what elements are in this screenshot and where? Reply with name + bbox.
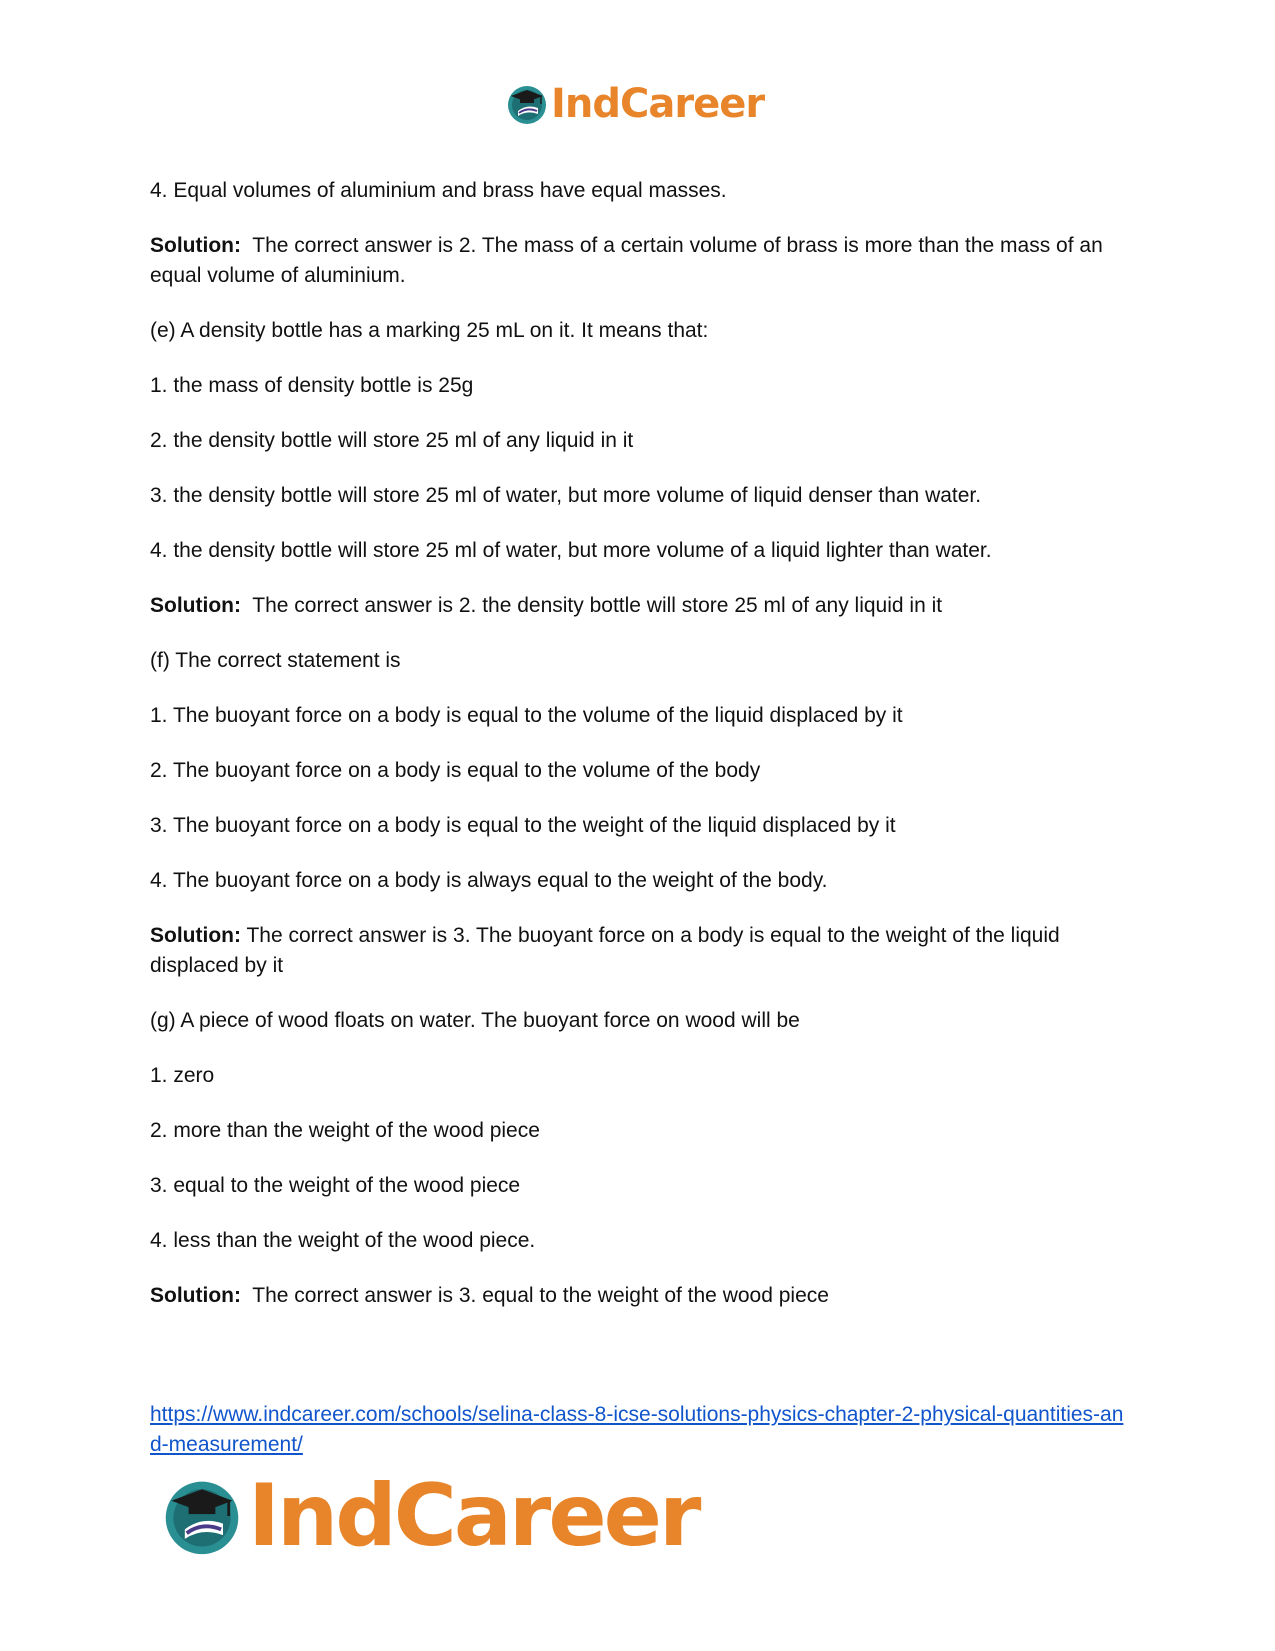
question-g-option-3: 3. equal to the weight of the wood piece [150, 1174, 521, 1197]
question-g-option-1: 1. zero [150, 1064, 215, 1087]
footer-logo [160, 1466, 699, 1566]
question-f-option-1: 1. The buoyant force on a body is equal to the volume of the liquid displaced by it [150, 704, 903, 727]
solution-label: Solution: [150, 594, 241, 617]
solution-f [150, 921, 1130, 981]
solution-label: Solution: [150, 924, 241, 947]
question-e-option-3: 3. the density bottle will store 25 ml of water, but more volume of liquid denser than water. [150, 484, 982, 507]
question-e-option-1: 1. the mass of density bottle is 25g [150, 374, 474, 397]
solution-label: Solution: [150, 1284, 241, 1307]
solution-d [150, 231, 1130, 291]
question-f-option-2: 2. The buoyant force on a body is equal to the volume of the body [150, 759, 761, 782]
question-d-option-4: 4. Equal volumes of aluminium and brass have equal masses. [150, 179, 727, 202]
footer-logo-text: IndCareer [248, 1466, 699, 1566]
solution-text: The correct answer is 2. the density bottle will store 25 ml of any liquid in it [252, 594, 943, 617]
header-logo-text: IndCareer [551, 81, 765, 127]
question-f-option-3: 3. The buoyant force on a body is equal to the weight of the liquid displaced by it [150, 814, 896, 837]
graduation-cap-icon [505, 82, 549, 126]
question-g-option-2: 2. more than the weight of the wood piece [150, 1119, 540, 1142]
question-e: (e) A density bottle has a marking 25 mL on it. It means that: [150, 319, 709, 342]
solution-text: The correct answer is 2. The mass of a certain volume of brass is more than the mass of an equal volume of aluminium. [150, 234, 1103, 287]
page-content [150, 176, 1130, 1336]
header-logo [505, 80, 764, 128]
solution-e [150, 591, 1130, 621]
question-g: (g) A piece of wood floats on water. The buoyant force on wood will be [150, 1009, 800, 1032]
source-link-block [150, 1400, 1130, 1460]
solution-g [150, 1281, 1130, 1311]
solution-label: Solution: [150, 234, 241, 257]
question-g-option-4: 4. less than the weight of the wood piece. [150, 1229, 536, 1252]
question-e-option-2: 2. the density bottle will store 25 ml of any liquid in it [150, 429, 634, 452]
graduation-cap-icon [160, 1474, 244, 1558]
question-f-option-4: 4. The buoyant force on a body is always equal to the weight of the body. [150, 869, 828, 892]
solution-text: The correct answer is 3. The buoyant force on a body is equal to the weight of the liquid displaced by it [150, 924, 1060, 977]
source-link[interactable]: https://www.indcareer.com/schools/selina-class-8-icse-solutions-physics-chapter-2-physical-quantities-and-measurement/ [150, 1403, 1124, 1456]
question-e-option-4: 4. the density bottle will store 25 ml of water, but more volume of a liquid lighter than water. [150, 539, 992, 562]
question-f: (f) The correct statement is [150, 649, 401, 672]
solution-text: The correct answer is 3. equal to the weight of the wood piece [252, 1284, 829, 1307]
